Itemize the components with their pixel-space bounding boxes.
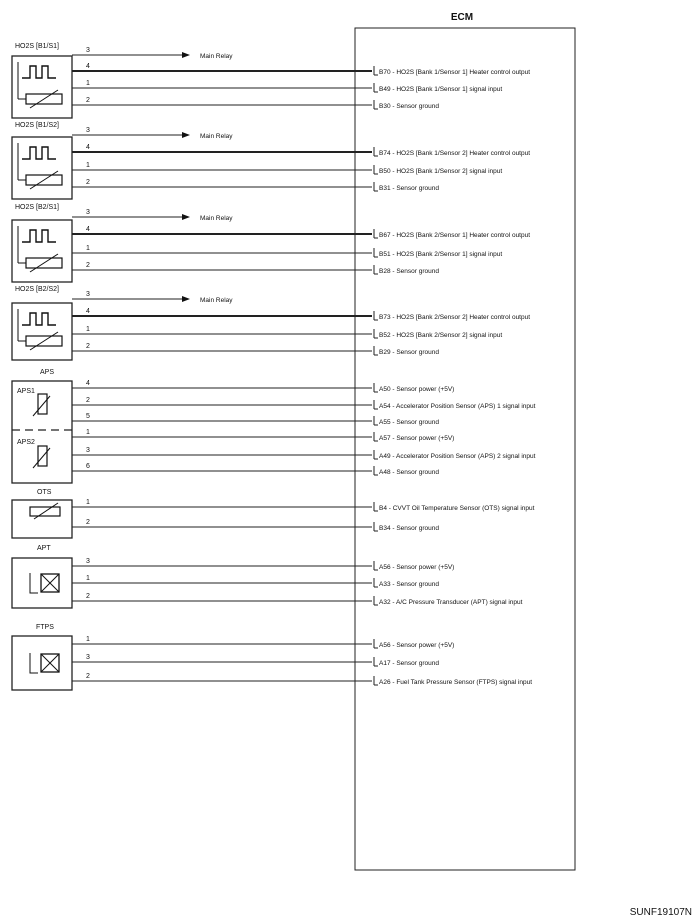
pin-number: 1	[86, 636, 90, 643]
pin-row	[72, 162, 502, 175]
pin-number: 4	[86, 63, 90, 70]
heater-icon	[22, 66, 56, 78]
pin-row	[72, 179, 439, 192]
sensor-box	[12, 303, 72, 360]
pin-row	[72, 413, 439, 426]
internal-wire	[30, 573, 38, 593]
sensor-box	[12, 381, 72, 483]
pin-row	[72, 380, 454, 393]
arrow-icon	[182, 52, 190, 58]
ecm-terminal-label: B74 - HO2S [Bank 1/Sensor 2] Heater control output	[379, 150, 531, 157]
ecm-terminal-label: B31 - Sensor ground	[379, 185, 439, 192]
sensor-label: APT	[37, 545, 51, 552]
pin-number: 1	[86, 162, 90, 169]
sensor-label: APS	[40, 369, 55, 376]
ecm-terminal-label: A56 - Sensor power (+5V)	[379, 642, 455, 649]
arrow-icon	[182, 296, 190, 302]
ecm-terminal-label: B70 - HO2S [Bank 1/Sensor 1] Heater control output	[379, 69, 531, 76]
pin-row	[72, 63, 530, 76]
sensor-ho2s-b2s1	[12, 204, 530, 282]
sensor-label: HO2S [B1/S1]	[15, 43, 59, 50]
sensor-ho2s-b1s2	[12, 122, 530, 199]
pin-row	[72, 47, 233, 60]
arrow-icon	[182, 132, 190, 138]
pin-row	[72, 429, 454, 442]
pin-number: 1	[86, 429, 90, 436]
ecm-terminal-label: B29 - Sensor ground	[379, 349, 439, 356]
variable-arrow-icon	[30, 332, 58, 350]
variable-arrow-icon	[30, 171, 58, 189]
pin-number: 1	[86, 80, 90, 87]
pin-number: 2	[86, 262, 90, 269]
sensor-label: FTPS	[36, 624, 54, 631]
relay-label: Main Relay	[200, 215, 233, 222]
ecm-terminal-label: B67 - HO2S [Bank 2/Sensor 1] Heater control output	[379, 232, 531, 239]
pin-number: 1	[86, 575, 90, 582]
pin-row	[72, 636, 454, 649]
ecm-terminal-label: A54 - Accelerator Position Sensor (APS) 1 signal input	[379, 403, 536, 410]
heater-icon	[22, 313, 56, 325]
sub-label-aps1: APS1	[17, 388, 35, 395]
pin-number: 2	[86, 179, 90, 186]
pin-number: 2	[86, 593, 90, 600]
pin-number: 3	[86, 447, 90, 454]
pin-row	[72, 447, 536, 460]
pin-number: 3	[86, 127, 90, 134]
pin-row	[72, 262, 439, 275]
sensor-ots	[12, 489, 535, 538]
pin-number: 4	[86, 144, 90, 151]
pin-row	[72, 80, 502, 93]
sensor-label: HO2S [B1/S2]	[15, 122, 59, 129]
internal-wire	[30, 653, 38, 673]
relay-label: Main Relay	[200, 297, 233, 304]
pin-row	[72, 397, 536, 410]
pin-number: 2	[86, 397, 90, 404]
pin-number: 3	[86, 47, 90, 54]
ecm-terminal-label: A49 - Accelerator Position Sensor (APS) 2 signal input	[379, 453, 536, 460]
pin-number: 1	[86, 245, 90, 252]
variable-arrow-icon	[30, 90, 58, 108]
potentiometer-1-icon	[38, 394, 47, 414]
ecm-terminal-label: A33 - Sensor ground	[379, 581, 439, 588]
pin-number: 3	[86, 291, 90, 298]
pin-row	[72, 144, 530, 157]
pin-row	[72, 499, 535, 512]
sensor-box	[12, 500, 72, 538]
ecm-title: ECM	[450, 12, 474, 23]
pin-number: 4	[86, 380, 90, 387]
pin-row	[72, 673, 532, 686]
pin-row	[72, 97, 439, 110]
ecm-terminal-label: A56 - Sensor power (+5V)	[379, 564, 455, 571]
pin-number: 1	[86, 326, 90, 333]
ecm-terminal-label: B52 - HO2S [Bank 2/Sensor 2] signal input	[379, 332, 503, 339]
pin-number: 1	[86, 499, 90, 506]
sensor-ho2s-b1s1	[12, 43, 530, 118]
pin-row	[72, 575, 439, 588]
pin-number: 3	[86, 654, 90, 661]
ecm-terminal-label: B28 - Sensor ground	[379, 268, 439, 275]
ecm-terminal-label: B34 - Sensor ground	[379, 525, 439, 532]
sensor-apt	[12, 545, 523, 608]
sensor-ho2s-b2s2	[12, 286, 530, 360]
pin-row	[72, 291, 233, 304]
pin-row	[72, 209, 233, 222]
pin-row	[72, 463, 439, 476]
pin-row	[72, 326, 502, 339]
pin-row	[72, 308, 530, 321]
pin-number: 5	[86, 413, 90, 420]
ecm-terminal-label: A55 - Sensor ground	[379, 419, 439, 426]
ecm-terminal-label: B4 - CVVT Oil Temperature Sensor (OTS) signal input	[379, 505, 535, 512]
pin-row	[72, 519, 439, 532]
sensor-label: OTS	[37, 489, 52, 496]
ecm-terminal-label: A48 - Sensor ground	[379, 469, 439, 476]
sensor-box	[12, 558, 72, 608]
sensor-ftps	[12, 624, 532, 690]
pin-number: 4	[86, 226, 90, 233]
ecm-terminal-label: A57 - Sensor power (+5V)	[379, 435, 455, 442]
pin-number: 6	[86, 463, 90, 470]
ecm-terminal-label: A26 - Fuel Tank Pressure Sensor (FTPS) signal input	[379, 679, 533, 686]
pin-number: 2	[86, 673, 90, 680]
relay-label: Main Relay	[200, 53, 233, 60]
pin-row	[72, 654, 439, 667]
pin-row	[72, 593, 523, 606]
ecm-terminal-label: B49 - HO2S [Bank 1/Sensor 1] signal input	[379, 86, 503, 93]
sensor-box	[12, 636, 72, 690]
relay-label: Main Relay	[200, 133, 233, 140]
sensor-label: HO2S [B2/S1]	[15, 204, 59, 211]
pin-row	[72, 245, 502, 258]
sensor-aps	[12, 369, 536, 483]
sub-label-aps2: APS2	[17, 439, 35, 446]
ecm-terminal-label: B50 - HO2S [Bank 1/Sensor 2] signal input	[379, 168, 503, 175]
variable-arrow-icon	[30, 254, 58, 272]
sensor-label: HO2S [B2/S2]	[15, 286, 59, 293]
pin-number: 2	[86, 97, 90, 104]
pin-row	[72, 343, 439, 356]
ecm-terminal-label: A50 - Sensor power (+5V)	[379, 386, 455, 393]
heater-icon	[22, 147, 56, 159]
pin-number: 3	[86, 209, 90, 216]
ecm-terminal-label: A17 - Sensor ground	[379, 660, 439, 667]
pin-number: 2	[86, 519, 90, 526]
heater-icon	[22, 230, 56, 242]
pin-number: 2	[86, 343, 90, 350]
pin-number: 4	[86, 308, 90, 315]
pin-row	[72, 558, 454, 571]
ecm-terminal-label: B73 - HO2S [Bank 2/Sensor 2] Heater control output	[379, 314, 531, 321]
potentiometer-2-icon	[38, 446, 47, 466]
ecm-terminal-label: B30 - Sensor ground	[379, 103, 439, 110]
ecm-terminal-label: A32 - A/C Pressure Transducer (APT) signal input	[379, 599, 523, 606]
arrow-icon	[182, 214, 190, 220]
ecm-terminal-label: B51 - HO2S [Bank 2/Sensor 1] signal input	[379, 251, 503, 258]
pin-number: 3	[86, 558, 90, 565]
pin-row	[72, 226, 530, 239]
pin-row	[72, 127, 233, 140]
sensors-layer	[12, 43, 536, 690]
document-id: SUNF19107N	[629, 907, 692, 918]
